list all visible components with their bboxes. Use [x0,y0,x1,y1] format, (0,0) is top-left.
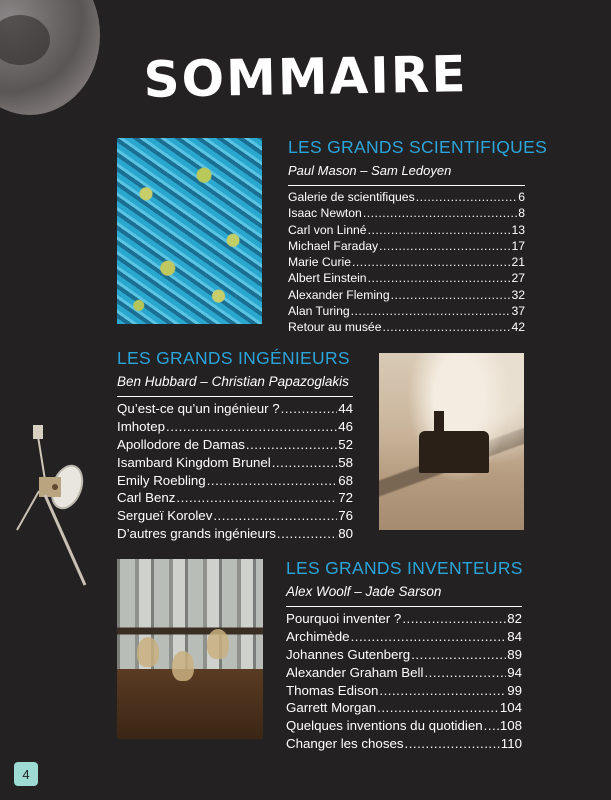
toc-entry[interactable]: Carl Benz ..... 72 [117,490,353,508]
page-title: SOMMAIRE [143,45,468,109]
toc-entry[interactable]: Michael Faraday ..... 17 [288,239,525,255]
toc-entry[interactable]: Marie Curie ..... 21 [288,255,525,271]
toc-entry[interactable]: Apollodore de Damas ..... 52 [117,437,353,455]
section-authors: Alex Woolf – Jade Sarson [286,584,442,599]
laboratory-photo [117,559,263,739]
toc-entry[interactable]: Alan Turing ..... 37 [288,304,525,320]
page-number-badge: 4 [14,762,38,786]
steam-train-photo [379,353,524,530]
space-probe-illustration [15,425,95,590]
section-heading: LES GRANDS INGÉNIEURS [117,348,350,368]
section-authors: Ben Hubbard – Christian Papazoglakis [117,374,349,389]
section-heading: LES GRANDS INVENTEURS [286,558,523,578]
section-inventeurs [286,558,522,754]
toc-entry[interactable]: Galerie de scientifiques ..... 6 [288,190,525,206]
toc-entry[interactable]: Carl von Linné ..... 13 [288,223,525,239]
section-ingenieurs [117,348,353,544]
toc-entry[interactable]: Archimède ..... 84 [286,629,522,647]
toc-entry[interactable]: Imhotep ..... 46 [117,419,353,437]
toc-entry[interactable]: Alexander Fleming ..... 32 [288,288,525,304]
toc-entry[interactable]: Alexander Graham Bell ..... 94 [286,665,522,683]
section-heading: LES GRANDS SCIENTIFIQUES [288,137,548,157]
toc-entry[interactable]: Emily Roebling ..... 68 [117,473,353,491]
toc-entry[interactable]: Sergueï Korolev ..... 76 [117,508,353,526]
section-scientifiques [288,137,548,337]
bacteria-micrograph-image [117,138,262,324]
toc-entry[interactable]: Isambard Kingdom Brunel ..... 58 [117,455,353,473]
toc-entry[interactable]: Albert Einstein ..... 27 [288,271,525,287]
toc-entry[interactable]: D’autres grands ingénieurs ..... 80 [117,526,353,544]
toc-list [286,606,522,754]
toc-list [288,185,525,337]
toc-entry[interactable]: Pourquoi inventer ? ..... 82 [286,611,522,629]
toc-entry[interactable]: Garrett Morgan ..... 104 [286,700,522,718]
toc-entry[interactable]: Changer les choses ..... 110 [286,736,522,754]
toc-entry[interactable]: Johannes Gutenberg ..... 89 [286,647,522,665]
toc-entry[interactable]: Isaac Newton ..... 8 [288,206,525,222]
toc-list [117,396,353,544]
toc-entry[interactable]: Qu’est-ce qu’un ingénieur ? ..... 44 [117,401,353,419]
section-authors: Paul Mason – Sam Ledoyen [288,163,452,178]
toc-entry[interactable]: Quelques inventions du quotidien ..... 108 [286,718,522,736]
toc-entry[interactable]: Thomas Edison ..... 99 [286,683,522,701]
toc-entry[interactable]: Retour au musée ..... 42 [288,320,525,336]
